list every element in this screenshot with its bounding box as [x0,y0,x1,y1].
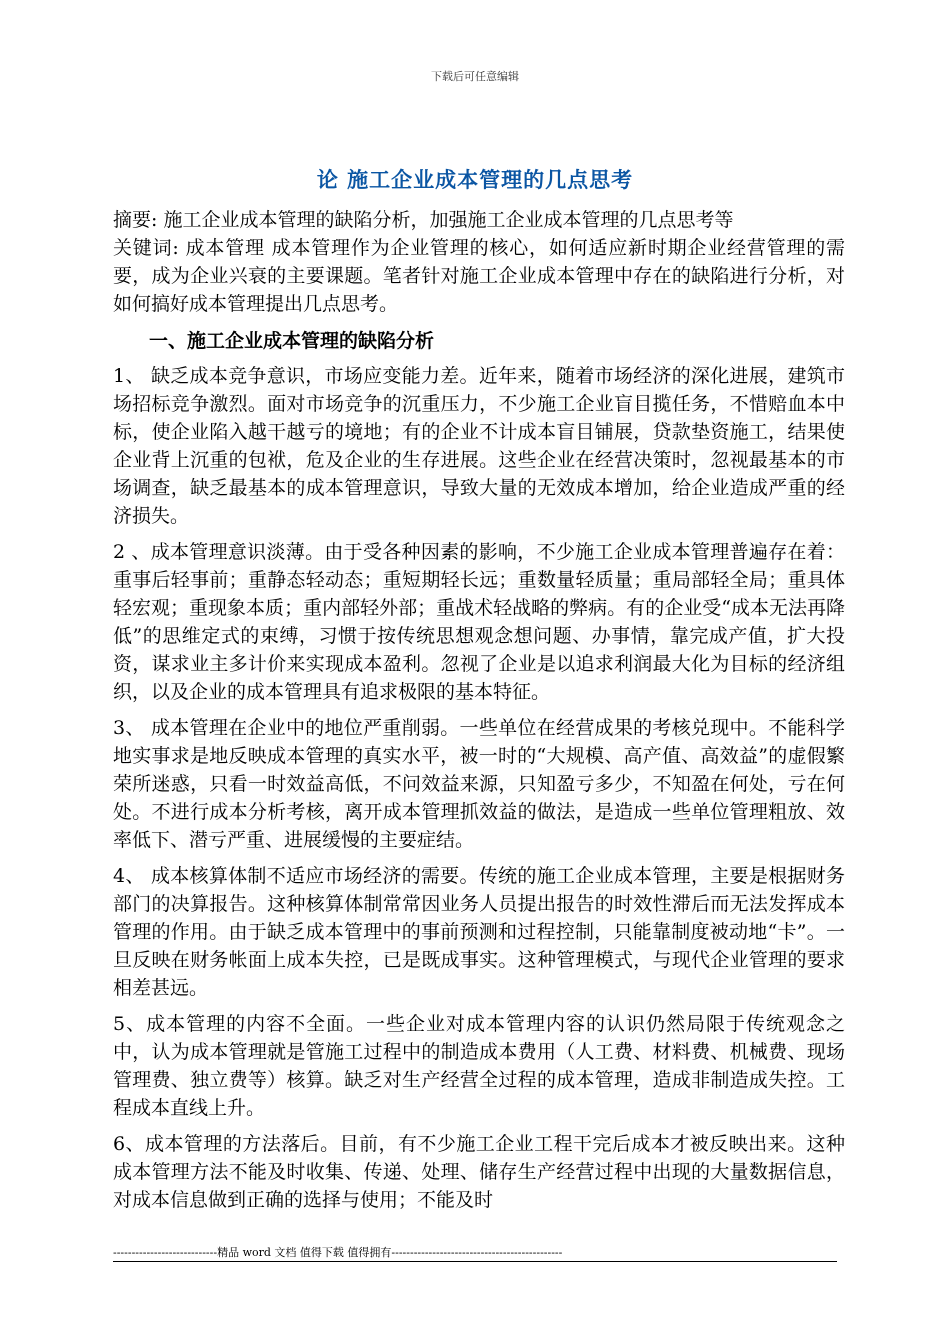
body-paragraph-3: 3、 成本管理在企业中的地位严重削弱。一些单位在经营成果的考核兑现中。不能科学地实事求是地反映成本管理的真实水平，被一时的“大规模、高产值、高效益”的虚假繁荣所迷惑，只看一时效益高低，不问效益来源，只知盈亏多少，不知盈在何处，亏在何处。不进行成本分析考核，离开成本管理抓效益的做法，是造成一些单位管理粗放、效率低下、潜亏严重、进展缓慢的主要症结。 [113,717,845,851]
abstract-paragraph: 摘要: 施工企业成本管理的缺陷分析，加强施工企业成本管理的几点思考等 [113,209,734,231]
section-heading: 一、施工企业成本管理的缺陷分析 [149,330,435,352]
header-note: 下载后可任意编辑 [431,70,519,83]
body-paragraph-2: 2 、成本管理意识淡薄。由于受各种因素的影响，不少施工企业成本管理普遍存在着：重事后轻事前；重静态轻动态；重短期轻长远；重数量轻质量；重局部轻全局；重具体轻宏观；重现象本质；重内部轻外部；重战术轻战略的弊病。有的企业受“成本无法再降低”的思维定式的束缚，习惯于按传统思想观念想问题、办事情，靠完成产值，扩大投资，谋求业主多计价来实现成本盈利。忽视了企业是以追求利润最大化为目标的经济组织，以及企业的成本管理具有追求极限的基本特征。 [113,541,845,703]
body-paragraph-5: 5、成本管理的内容不全面。一些企业对成本管理内容的认识仍然局限于传统观念之中，认为成本管理就是管施工过程中的制造成本费用（人工费、材料费、机械费、现场管理费、独立费等）核算。缺乏对生产经营全过程的成本管理，造成非制造成失控。工程成本直线上升。 [113,1013,845,1119]
footer-note: ----------------------------精品 word 文档 值得下载 值得拥有---------------------------------------------- [113,1246,563,1259]
body-paragraph-1: 1、 缺乏成本竞争意识，市场应变能力差。近年来，随着市场经济的深化进展，建筑市场招标竞争激烈。面对市场竞争的沉重压力，不少施工企业盲目揽任务，不惜赔血本中标，使企业陷入越干越亏的境地；有的企业不计成本盲目铺展，贷款垫资施工，结果使企业背上沉重的包袱，危及企业的生存进展。这些企业在经营决策时，忽视最基本的市场调查，缺乏最基本的成本管理意识，导致大量的无效成本增加，给企业造成严重的经济损失。 [113,365,845,527]
article-body [113,206,845,1222]
body-paragraph-4: 4、 成本核算体制不适应市场经济的需要。传统的施工企业成本管理，主要是根据财务部门的决算报告。这种核算体制常常因业务人员提出报告的时效性滞后而无法发挥成本管理的作用。由于缺乏成本管理中的事前预测和过程控制，只能靠制度被动地“卡”。一旦反映在财务帐面上成本失控，已是既成事实。这种管理模式，与现代企业管理的要求相差甚远。 [113,865,845,999]
footer-divider [113,1261,837,1262]
article-title: 论 施工企业成本管理的几点思考 [316,167,634,192]
body-paragraph-6: 6、成本管理的方法落后。目前，有不少施工企业工程干完后成本才被反映出来。这种成本管理方法不能及时收集、传递、处理、储存生产经营过程中出现的大量数据信息，对成本信息做到正确的选择与使用；不能及时 [113,1133,845,1211]
keywords-paragraph: 关键词: 成本管理 成本管理作为企业管理的核心，如何适应新时期企业经营管理的需要，成为企业兴衰的主要课题。笔者针对施工企业成本管理中存在的缺陷进行分析，对如何搞好成本管理提出几点思考。 [113,237,845,315]
